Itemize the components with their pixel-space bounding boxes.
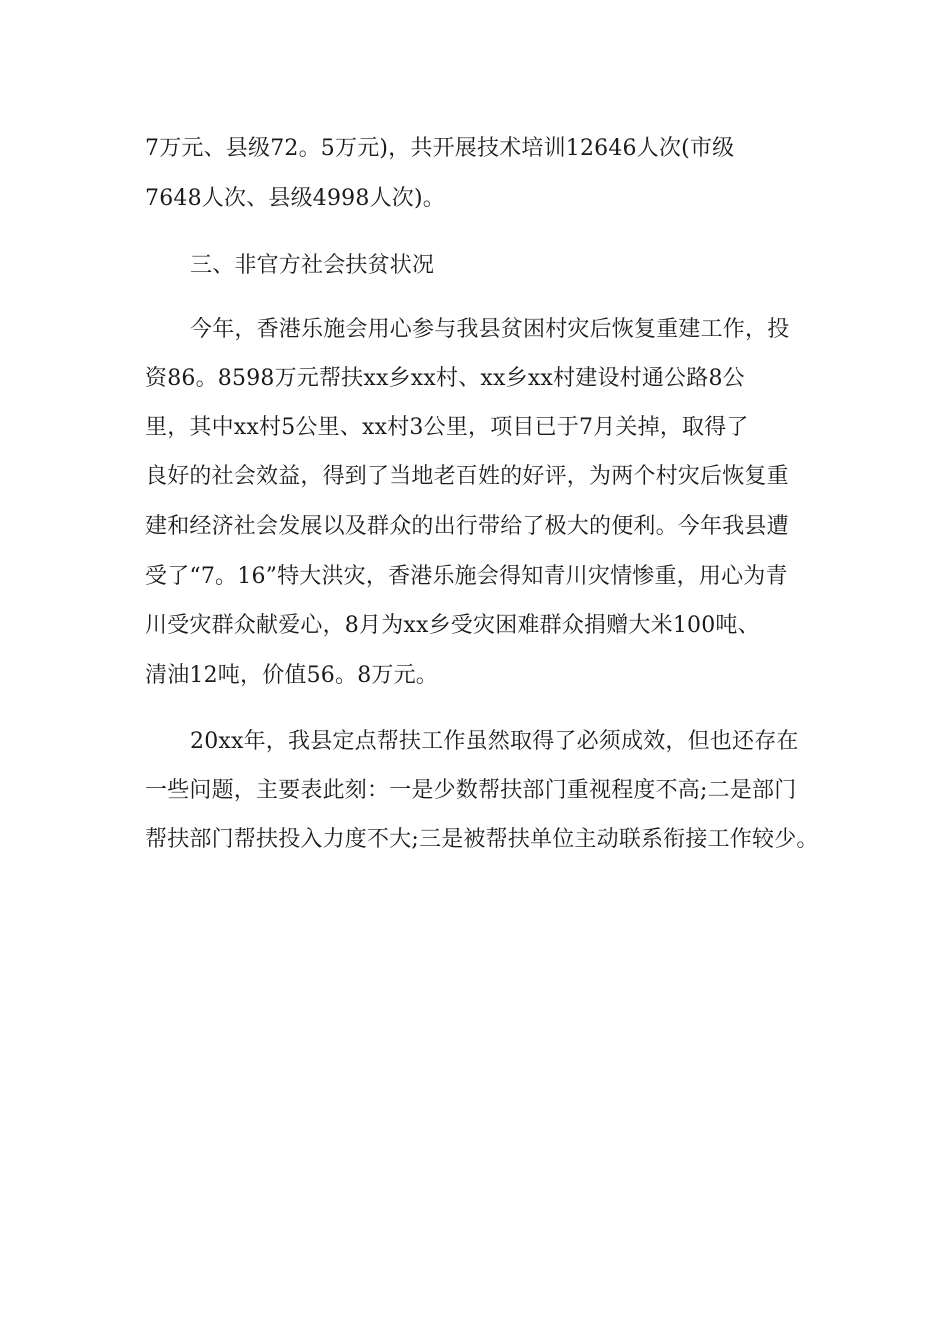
paragraph-line: 川受灾群众献爱心，8月为xx乡受灾困难群众捐赠大米100吨、 <box>145 613 760 638</box>
paragraph-line: 7万元、县级72。5万元)，共开展技术培训12646人次(市级 <box>145 136 735 161</box>
paragraph-line: 今年，香港乐施会用心参与我县贫困村灾后恢复重建工作，投 <box>190 317 790 342</box>
paragraph-line: 建和经济社会发展以及群众的出行带给了极大的便利。今年我县遭 <box>145 514 789 539</box>
paragraph-line: 帮扶部门帮扶投入力度不大;三是被帮扶单位主动联系衔接工作较少。 <box>145 827 819 852</box>
paragraph-line: 受了“7。16”特大洪灾，香港乐施会得知青川灾情惨重，用心为青 <box>145 564 788 589</box>
paragraph-line: 一些问题，主要表此刻：一是少数帮扶部门重视程度不高;二是部门 <box>145 778 797 803</box>
paragraph-line: 清油12吨，价值56。8万元。 <box>145 663 438 688</box>
paragraph-line: 里，其中xx村5公里、xx村3公里，项目已于7月关掉，取得了 <box>145 415 749 440</box>
paragraph-line: 7648人次、县级4998人次)。 <box>145 186 445 211</box>
paragraph-line: 20xx年，我县定点帮扶工作虽然取得了必须成效，但也还存在 <box>190 729 799 754</box>
paragraph-line: 资86。8598万元帮扶xx乡xx村、xx乡xx村建设村通公路8公 <box>145 366 745 391</box>
section-heading: 三、非官方社会扶贫状况 <box>190 253 435 278</box>
paragraph-line: 良好的社会效益，得到了当地老百姓的好评，为两个村灾后恢复重 <box>145 464 789 489</box>
